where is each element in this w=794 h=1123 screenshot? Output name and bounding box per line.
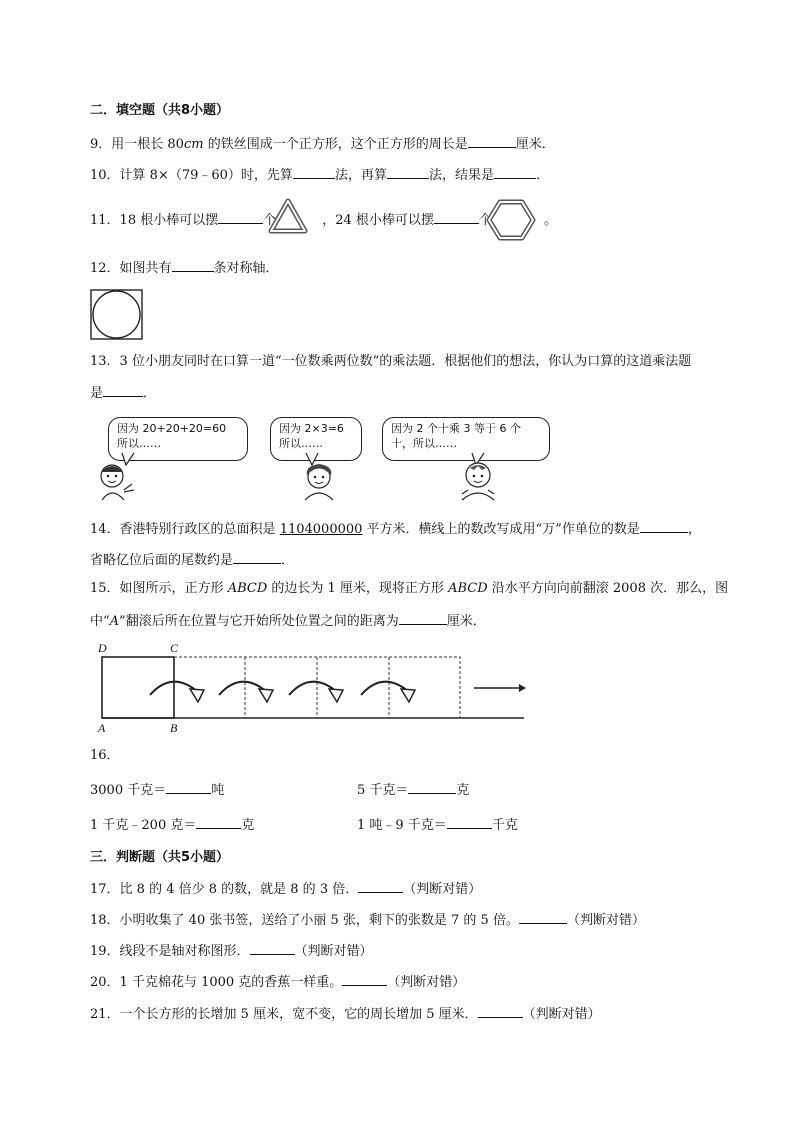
section-judge-title: 三．判断题（共5小题） <box>90 850 230 865</box>
q16-blank-3[interactable] <box>196 815 241 829</box>
circle-in-square-icon <box>90 289 143 340</box>
q16-blank-1[interactable] <box>166 780 211 794</box>
q17-blank[interactable] <box>358 879 403 893</box>
q10-blank-1[interactable] <box>293 165 335 179</box>
question-21 <box>90 1004 601 1024</box>
q11-mid3: 个 <box>478 213 492 228</box>
q9-blank[interactable] <box>468 134 516 148</box>
bubble-3-line-2: 十，所以…… <box>391 437 457 450</box>
q15-line2-pre: 中“ <box>90 614 110 629</box>
question-13-answer <box>90 383 156 403</box>
question-14 <box>90 519 701 539</box>
q15-a: A <box>109 614 120 629</box>
q12-pre: 12．如图共有 <box>90 261 172 276</box>
q15-line2-post: 厘米． <box>446 614 486 629</box>
question-15 <box>90 580 728 598</box>
child-1-icon <box>94 462 138 502</box>
q15-mid: 的边长为 1 厘米，现将正方形 <box>267 581 449 596</box>
q14-number: 1104000000 <box>279 522 363 537</box>
q19-blank[interactable] <box>250 941 295 955</box>
speech-bubble-3 <box>382 417 550 461</box>
label-d: D <box>98 641 107 655</box>
q10-mid1: 法，再算 <box>334 168 387 183</box>
label-c: C <box>170 641 179 655</box>
q14-line2-post: ． <box>281 553 295 568</box>
q21-post: （判断对错） <box>522 1007 601 1022</box>
q9-pre: 9．用一根长 80 <box>90 137 184 152</box>
q16-blank-4[interactable] <box>447 815 492 829</box>
q11-mid1: 个 <box>263 213 277 228</box>
q18-blank[interactable] <box>519 910 567 924</box>
q16-item-2-pre: 5 千克＝ <box>357 783 409 798</box>
q11-blank-1[interactable] <box>218 210 263 224</box>
q14-blank-2[interactable] <box>233 550 281 564</box>
q14-pre: 14．香港特别行政区的总面积是 <box>90 522 280 537</box>
q20-post: （判断对错） <box>387 975 466 990</box>
q10-pre: 10．计算 8×（79﹣60）时，先算 <box>90 168 293 183</box>
q12-post: 条对称轴． <box>213 261 279 276</box>
q15-blank[interactable] <box>399 611 447 625</box>
q15-post: 沿水平方向向前翻滚 2008 次．那么，图 <box>487 581 729 596</box>
label-a: A <box>98 721 106 735</box>
child-3-icon <box>456 460 500 502</box>
bubble-1-line-1: 因为 20+20+20=60 <box>117 422 227 435</box>
child-2-icon <box>298 462 340 502</box>
q10-post: ． <box>535 168 549 183</box>
q15-abcd-2: ABCD <box>448 581 488 596</box>
q13-pre: 是 <box>90 386 104 401</box>
q17-post: （判断对错） <box>403 882 482 897</box>
bubble-2-line-1: 因为 2×3=6 <box>279 422 344 435</box>
q16-blank-2[interactable] <box>408 780 456 794</box>
q11-post: 。 <box>543 213 557 228</box>
q14-blank-1[interactable] <box>640 519 688 533</box>
q14-post: ， <box>687 522 701 537</box>
q15-pre: 15．如图所示，正方形 <box>90 581 228 596</box>
q9-unit: cm <box>183 137 204 152</box>
label-b: B <box>170 721 178 735</box>
q18-post: （判断对错） <box>566 913 645 928</box>
question-12 <box>90 258 279 278</box>
question-20 <box>90 972 465 992</box>
question-16: 16． <box>90 748 120 763</box>
q16-item-1-post: 吨 <box>211 783 225 798</box>
q11-blank-2[interactable] <box>434 210 479 224</box>
q21-blank[interactable] <box>478 1004 523 1018</box>
q10-blank-2[interactable] <box>387 165 429 179</box>
q13-blank[interactable] <box>103 383 143 397</box>
q18-text: 18．小明收集了 40 张书签，送给了小丽 5 张，剩下的张数是 7 的 5 倍。 <box>90 913 519 928</box>
q11-pre: 11．18 根小棒可以摆 <box>90 213 219 228</box>
q16-item-3-post: 克 <box>241 818 255 833</box>
q17-text: 17．比 8 的 4 倍少 8 的数，就是 8 的 3 倍． <box>90 882 359 897</box>
question-13: 13．3 位小朋友同时在口算一道“一位数乘两位数”的乘法题．根据他们的想法，你认为口算的这道乘法题 <box>90 354 692 369</box>
q19-post: （判断对错） <box>294 944 373 959</box>
q20-blank[interactable] <box>342 972 387 986</box>
q16-item-3 <box>90 815 254 835</box>
bubble-3-line-1: 因为 2 个十乘 3 等于 6 个 <box>391 422 521 435</box>
q11-mid2: ，24 根小棒可以摆 <box>322 213 434 228</box>
rolling-square-diagram <box>94 640 534 734</box>
question-19 <box>90 941 373 961</box>
question-17 <box>90 879 481 899</box>
bubble-2-line-2: 所以…… <box>279 437 323 450</box>
question-14-line-2 <box>90 550 294 570</box>
q10-mid2: 法，结果是 <box>428 168 494 183</box>
q16-item-4-post: 千克 <box>491 818 518 833</box>
q19-text: 19．线段不是轴对称图形． <box>90 944 250 959</box>
q21-text: 21．一个长方形的长增加 5 厘米，宽不变，它的周长增加 5 厘米． <box>90 1007 478 1022</box>
q10-blank-3[interactable] <box>494 165 536 179</box>
q15-abcd-1: ABCD <box>227 581 268 596</box>
q9-post: 厘米． <box>515 137 555 152</box>
q16-item-3-pre: 1 千克﹣200 克＝ <box>90 818 197 833</box>
question-9 <box>90 134 555 154</box>
q16-item-1-pre: 3000 千克＝ <box>90 783 167 798</box>
q14-line2-pre: 省略亿位后面的尾数约是 <box>90 553 234 568</box>
question-10 <box>90 165 549 185</box>
section-fill-title: 二．填空题（共8小题） <box>90 103 230 118</box>
q15-line2-mid: ”翻滚后所在位置与它开始所处位置之间的距离为 <box>119 614 399 629</box>
q16-item-4 <box>357 815 518 835</box>
q9-mid: 的铁丝围成一个正方形，这个正方形的周长是 <box>203 137 468 152</box>
q20-text: 20．1 千克棉花与 1000 克的香蕉一样重。 <box>90 975 343 990</box>
hexagon-sticks-icon <box>486 199 536 241</box>
q16-item-4-pre: 1 吨﹣9 千克＝ <box>357 818 447 833</box>
bubble-1-line-2: 所以…… <box>117 437 161 450</box>
q13-post: ． <box>143 386 157 401</box>
q16-item-2 <box>357 780 469 800</box>
question-18 <box>90 910 645 930</box>
question-15-line-2 <box>90 611 486 631</box>
q14-mid: 平方米．横线上的数改写成用“万”作单位的数是 <box>362 522 640 537</box>
q12-blank[interactable] <box>172 258 214 272</box>
triangle-sticks-icon <box>268 197 308 237</box>
q16-item-2-post: 克 <box>456 783 470 798</box>
q16-item-1 <box>90 780 224 800</box>
